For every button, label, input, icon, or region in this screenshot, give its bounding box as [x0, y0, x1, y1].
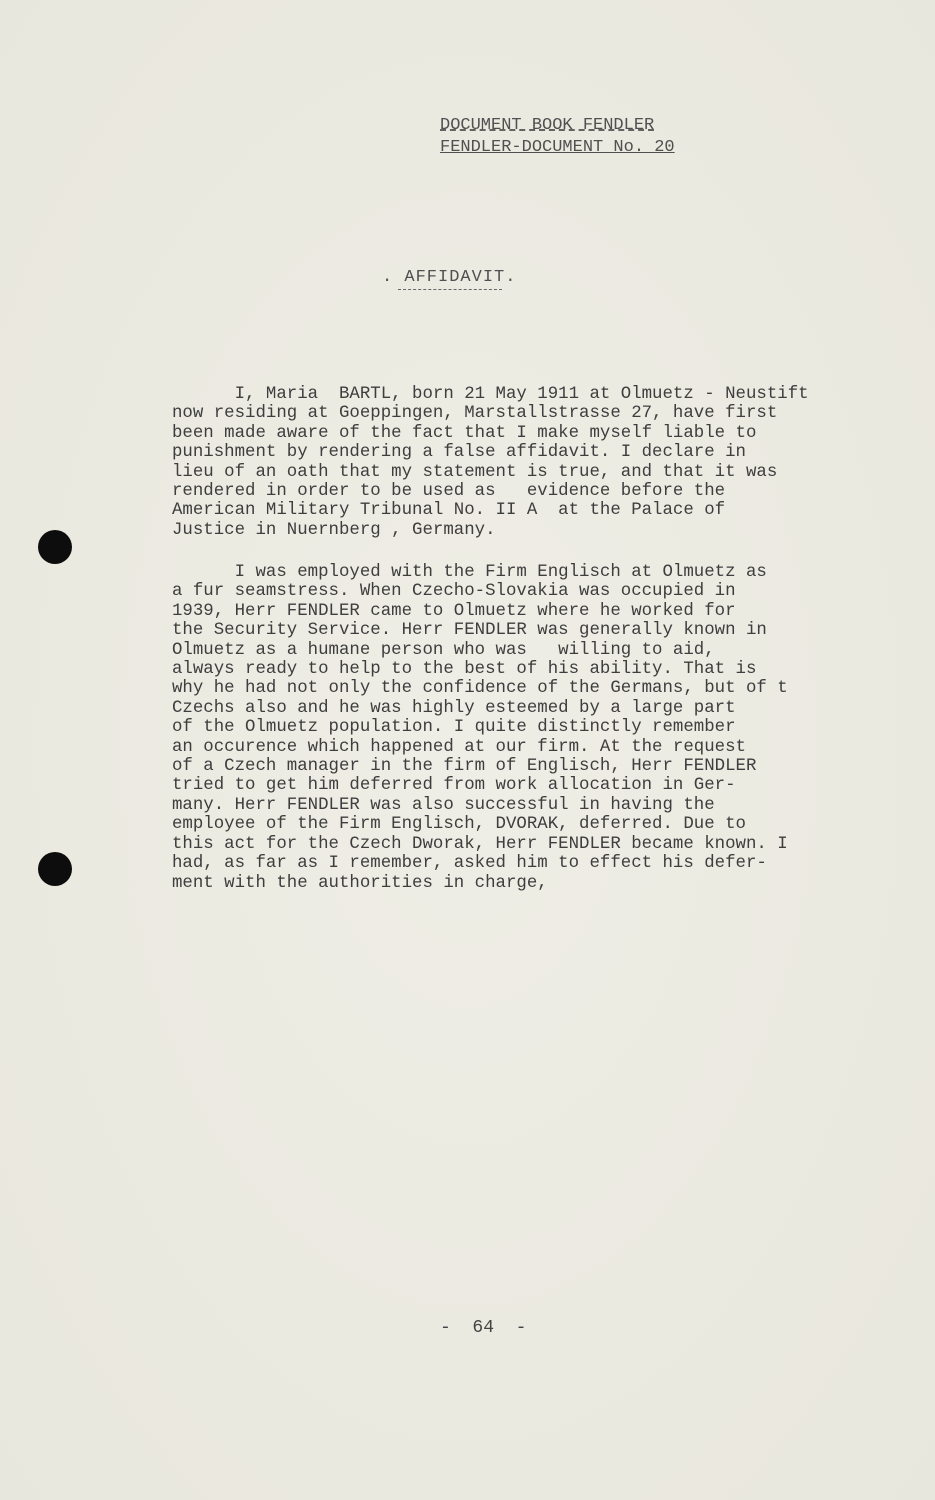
document-header [440, 115, 760, 159]
page-number: - 64 - [440, 1318, 527, 1338]
header-line-document-number: FENDLER-DOCUMENT No. 20 [440, 138, 675, 157]
text-line: been made aware of the fact that I make myself liable to [172, 423, 757, 443]
text-line: of a Czech manager in the firm of Englisch, Herr FENDLER [172, 757, 757, 777]
text-line: punishment by rendering a false affidavit. I declare in [172, 443, 746, 463]
text-line: an occurence which happened at our firm. At the request [172, 737, 746, 757]
paragraph-statement [172, 563, 892, 893]
text-line: American Military Tribunal No. II A at the Palace of [172, 501, 726, 521]
punch-hole [38, 852, 72, 886]
text-line: this act for the Czech Dworak, Herr FENDLER became known. I [172, 834, 788, 854]
text-line: tried to get him deferred from work allocation in Ger- [172, 776, 736, 796]
text-line: many. Herr FENDLER was also successful in having the [172, 795, 715, 815]
text-line: Justice in Nuernberg , Germany. [172, 520, 496, 540]
header-line-book: DOCUMENT BOOK FENDLER [440, 116, 655, 135]
title-underline [398, 289, 502, 290]
text-line: always ready to help to the best of his ability. That is [172, 660, 757, 680]
text-line: a fur seamstress. When Czecho-Slovakia was occupied in [172, 582, 736, 602]
text-line: 1939, Herr FENDLER came to Olmuetz where he worked for [172, 601, 736, 621]
text-line: rendered in order to be used as evidence before the [172, 482, 726, 502]
punch-hole [38, 530, 72, 564]
paragraph-declaration [172, 385, 892, 540]
text-line: ment with the authorities in charge, [172, 873, 548, 893]
text-line: Olmuetz as a humane person who was willing to aid, [172, 640, 715, 660]
text-line: I, Maria BARTL, born 21 May 1911 at Olmuetz - Neustift [172, 385, 809, 404]
text-line: I was employed with the Firm Englisch at Olmuetz as [172, 563, 767, 582]
text-line: of the Olmuetz population. I quite distinctly remember [172, 718, 736, 738]
affidavit-title: . AFFIDAVIT. [382, 268, 517, 287]
text-line: had, as far as I remember, asked him to effect his defer- [172, 854, 767, 874]
text-line: employee of the Firm Englisch, DVORAK, deferred. Due to [172, 815, 746, 835]
text-line: now residing at Goeppingen, Marstallstrasse 27, have first [172, 404, 778, 424]
text-line: why he had not only the confidence of the Germans, but of t [172, 679, 788, 699]
text-line: lieu of an oath that my statement is true, and that it was [172, 462, 778, 482]
text-line: Czechs also and he was highly esteemed by a large part [172, 698, 736, 718]
text-line: the Security Service. Herr FENDLER was generally known in [172, 621, 767, 641]
